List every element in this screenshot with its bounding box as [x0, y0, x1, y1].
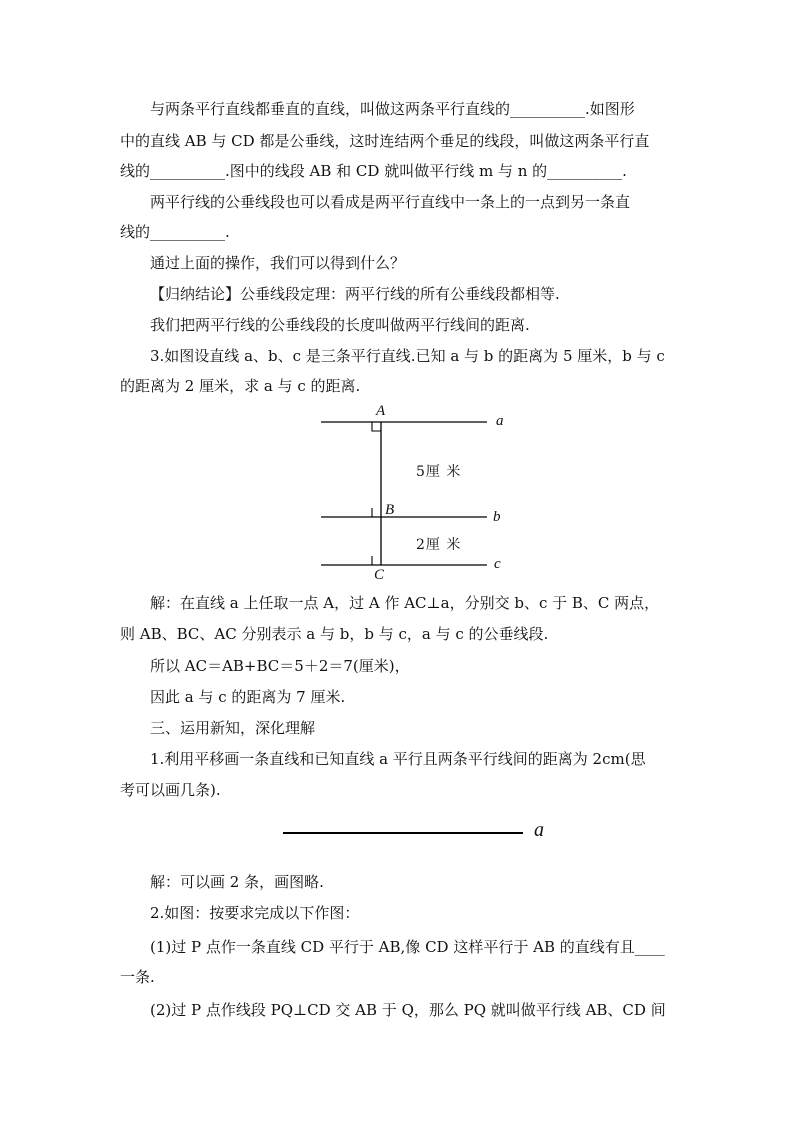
label-point-b: B — [385, 502, 395, 518]
text-line: 线的__________.图中的线段 AB 和 CD 就叫做平行线 m 与 n 的__________. — [120, 162, 627, 180]
conclusion-line: 【归纳结论】公垂线段定理：两平行线的所有公垂线段都相等. — [150, 285, 560, 303]
section-heading: 三、运用新知，深化理解 — [150, 719, 316, 737]
label-line-b: b — [493, 509, 501, 525]
exercise-line: (1)过 P 点作一条直线 CD 平行于 AB,像 CD 这样平行于 AB 的直线有且____ — [150, 938, 665, 956]
exercise-line: (2)过 P 点作线段 PQ⊥CD 交 AB 于 Q，那么 PQ 就叫做平行线 AB、CD 间 — [150, 1001, 666, 1019]
label-line-a: a — [496, 413, 504, 429]
problem-line: 的距离为 2 厘米，求 a 与 c 的距离. — [120, 377, 361, 395]
solution-line: 所以 AC＝AB+BC＝5＋2＝7(厘米)， — [150, 657, 410, 675]
solution-line: 因此 a 与 c 的距离为 7 厘米. — [150, 688, 346, 706]
right-angle-mark-a — [372, 422, 381, 431]
problem-line: 3.如图设直线 a、b、c 是三条平行直线.已知 a 与 b 的距离为 5 厘米，b 与 c — [150, 347, 665, 365]
text-line: 通过上面的操作，我们可以得到什么？ — [150, 254, 406, 272]
exercise-line: 1.利用平移画一条直线和已知直线 a 平行且两条平行线间的距离为 2cm(思 — [150, 750, 646, 768]
label-point-a: A — [376, 403, 386, 419]
label-line-c: c — [494, 556, 501, 572]
solution-line: 则 AB、BC、AC 分别表示 a 与 b，b 与 c，a 与 c 的公垂线段. — [120, 625, 549, 643]
text-line: 中的直线 AB 与 CD 都是公垂线，这时连结两个垂足的线段，叫做这两条平行直 — [120, 132, 650, 150]
text-line: 我们把两平行线的公垂线段的长度叫做两平行线间的距离. — [150, 316, 530, 334]
text-line: 两平行线的公垂线段也可以看成是两平行直线中一条上的一点到另一条直 — [150, 193, 631, 211]
right-angle-mark-c — [372, 556, 381, 565]
label-distance-bc: 2厘 米 — [416, 537, 462, 553]
solution-line: 解：在直线 a 上任取一点 A，过 A 作 AC⊥a，分别交 b、c 于 B、C 两点， — [150, 594, 660, 612]
label-distance-ab: 5厘 米 — [416, 464, 462, 480]
exercise-line: 2.如图：按要求完成以下作图： — [150, 904, 360, 922]
solution-line: 解：可以画 2 条，画图略. — [150, 873, 324, 891]
right-angle-mark-b — [372, 508, 381, 517]
exercise-line: 一条. — [120, 968, 155, 986]
label-given-line-a: a — [534, 819, 544, 841]
text-line: 与两条平行直线都垂直的直线，叫做这两条平行直线的__________.如图形 — [150, 100, 635, 118]
label-point-c: C — [374, 567, 385, 583]
text-line: 线的__________. — [120, 223, 230, 241]
exercise-line: 考可以画几条). — [120, 781, 221, 799]
